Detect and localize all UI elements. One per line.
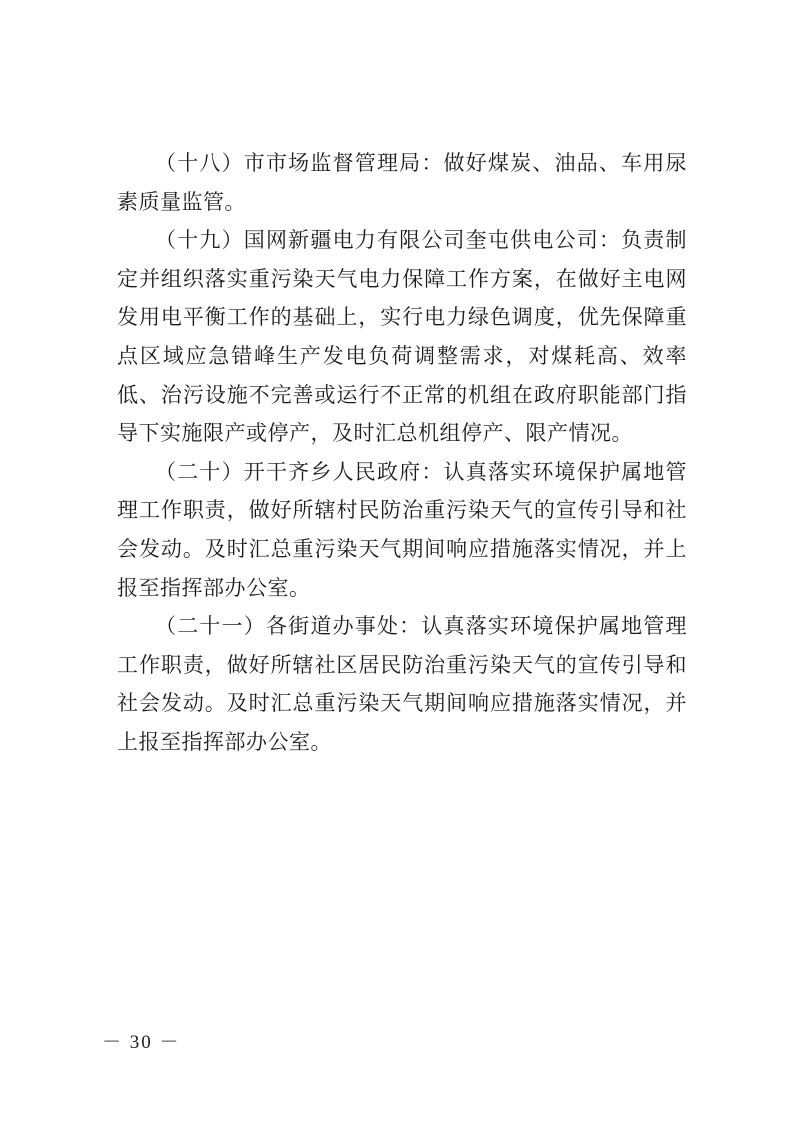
paragraph-item-19: （十九）国网新疆电力有限公司奎屯供电公司：负责制定并组织落实重污染天气电力保障工作方案，在做好主电网发用电平衡工作的基础上，实行电力绿色调度，优先保障重点区域应急错峰生产发电负荷调整需求，对煤耗高、效率低、治污设施不完善或运行不正常的机组在政府职能部门指导下实施限产或停产，及时汇总机组停产、限产情况。 bbox=[117, 228, 687, 446]
paragraph-item-18: （十八）市市场监督管理局：做好煤炭、油品、车用尿素质量监管。 bbox=[117, 151, 687, 214]
paragraph-item-20: （二十）开干齐乡人民政府：认真落实环境保护属地管理工作职责，做好所辖村民防治重污染天气的宣传引导和社会发动。及时汇总重污染天气期间响应措施落实情况，并上报至指挥部办公室。 bbox=[117, 459, 687, 600]
page-number: － 30 － bbox=[102, 1032, 181, 1053]
document-body bbox=[117, 144, 687, 762]
paragraph-item-21: （二十一）各街道办事处：认真落实环境保护属地管理工作职责，做好所辖社区居民防治重污染天气的宣传引导和社会发动。及时汇总重污染天气期间响应措施落实情况，并上报至指挥部办公室。 bbox=[117, 614, 687, 754]
